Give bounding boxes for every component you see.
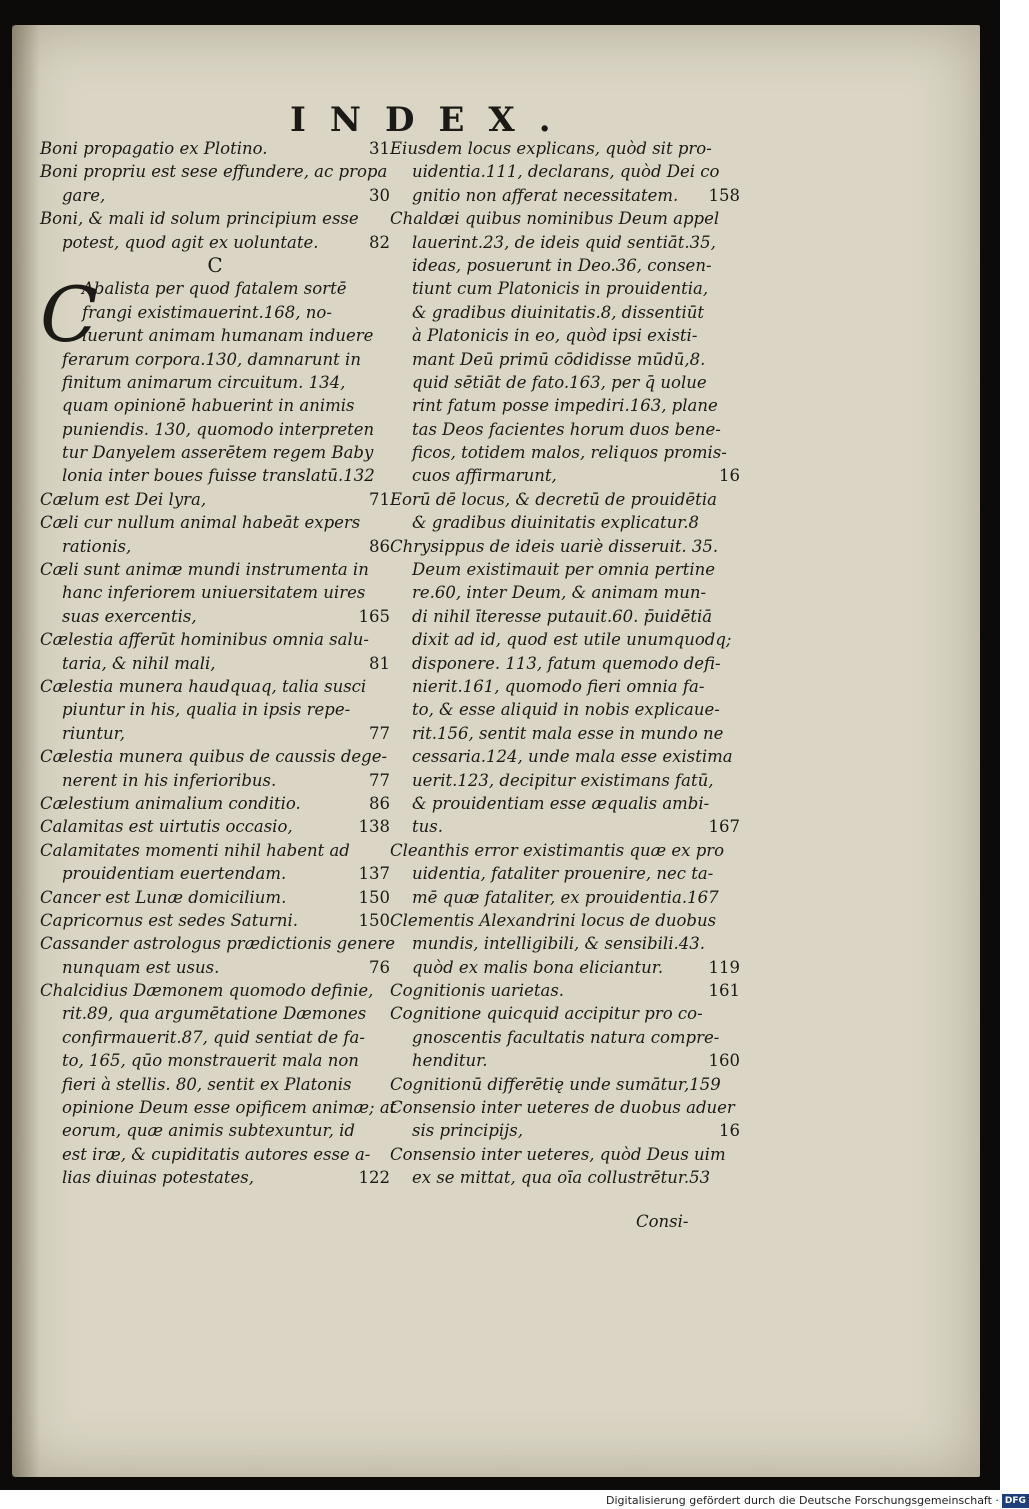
footer-credit-text: Digitalisierung gefördert durch die Deutsche Forschungsgemeinschaft ·	[606, 1494, 999, 1507]
index-entry-text: gare,	[62, 185, 106, 205]
index-entry-text: luerunt animam humanam induere	[82, 326, 374, 346]
index-entry-text: gnitio non afferat necessitatem.	[412, 185, 679, 205]
index-entry-line	[40, 441, 390, 464]
index-column-left	[40, 137, 397, 1190]
index-entry-text: mant Deū primū cōdidisse mūdū,8.	[412, 349, 706, 369]
index-entry-text: C	[207, 252, 223, 277]
index-entry-line	[40, 1002, 390, 1025]
index-entry-text: & prouidentiam esse æqualis ambi-	[412, 793, 710, 813]
index-entry-line	[390, 441, 740, 464]
index-entry-line	[40, 769, 390, 792]
index-entry-text: Chaldæi quibus nominibus Deum appel	[390, 209, 720, 229]
digitization-footer	[606, 1492, 1026, 1509]
index-entry-line	[390, 815, 740, 838]
index-entry-line	[390, 254, 740, 277]
page-reference-number: 30	[369, 185, 390, 205]
index-entry-line	[40, 301, 390, 324]
index-entry-text: ficos, totidem malos, reliquos promis-	[412, 443, 727, 463]
index-entry-line	[390, 698, 740, 721]
index-entry-line	[40, 1143, 390, 1166]
page-reference-number: 158	[708, 185, 740, 205]
index-entry-line	[40, 745, 390, 768]
index-entry-text: to, 165, qūo monstrauerit mala non	[62, 1051, 359, 1071]
index-entry-line	[390, 207, 740, 230]
index-entry-line	[40, 1049, 390, 1072]
index-entry-text: & gradibus diuinitatis explicatur.8	[412, 513, 700, 533]
index-entry-line	[390, 745, 740, 768]
index-entry-line	[390, 1143, 740, 1166]
index-entry-text: Cæli cur nullum animal habeāt expers	[40, 513, 361, 533]
index-entry-line	[390, 418, 740, 441]
index-entry-line	[40, 909, 390, 932]
index-entry-line	[40, 1119, 390, 1142]
index-entry-text: uidentia.111, declarans, quòd Dei co	[412, 162, 720, 182]
index-entry-line	[40, 160, 390, 183]
index-entry-text: Eorū dē locus, & decretū de prouidētia	[390, 489, 717, 509]
index-entry-text: lias diuinas potestates,	[62, 1168, 254, 1188]
index-entry-text: hanc inferiorem uniuersitatem uires	[62, 583, 366, 603]
index-entry-text: rationis,	[62, 536, 132, 556]
index-entry-line	[390, 628, 740, 651]
index-entry-line	[390, 231, 740, 254]
index-entry-text: tiunt cum Platonicis in prouidentia,	[412, 279, 709, 299]
page-reference-number: 165	[358, 606, 390, 626]
index-column-right	[390, 137, 740, 1190]
index-entry-line	[40, 371, 390, 394]
index-entry-line	[390, 277, 740, 300]
index-entry-line	[390, 675, 740, 698]
page-reference-number: 81	[369, 653, 390, 673]
index-entry-line	[390, 932, 740, 955]
index-entry-line	[40, 324, 390, 347]
index-entry-line	[40, 1166, 390, 1189]
index-entry-line	[390, 886, 740, 909]
page-gutter-shadow	[12, 25, 40, 1477]
index-entry-text: gnoscentis facultatis natura compre-	[412, 1027, 720, 1047]
index-entry-line	[390, 184, 740, 207]
index-entry-line	[390, 488, 740, 511]
index-entry-text: re.60, inter Deum, & animam mun-	[412, 583, 707, 603]
index-entry-text: lauerint.23, de ideis quid sentiāt.35,	[412, 232, 716, 252]
index-entry-text: Cognitione quicquid accipitur pro co-	[390, 1004, 703, 1024]
index-entry-text: opinione Deum esse opificem animæ; at	[62, 1098, 397, 1118]
index-entry-line	[40, 535, 390, 558]
index-entry-text: dixit ad id, quod est utile unumquodq;	[412, 630, 732, 650]
index-entry-text: Abalista per quod fatalem sortē	[82, 279, 347, 299]
index-entry-text: Eiusdem locus explicans, quòd sit pro-	[390, 139, 712, 158]
page-reference-number: 150	[358, 887, 390, 907]
index-entry-text: Consensio inter ueteres de duobus aduer	[390, 1098, 735, 1118]
index-entry-line	[40, 932, 396, 955]
drop-cap-letter: C	[40, 270, 99, 360]
index-entry-line	[390, 301, 740, 324]
index-entry-line	[40, 581, 390, 604]
index-entry-line	[40, 956, 390, 979]
index-entry-text: Deum existimauit per omnia pertine	[412, 560, 716, 580]
index-entry-text: quid sētiāt de fato.163, per q̄ uolue	[412, 372, 707, 392]
index-entry-text: fieri à stellis. 80, sentit ex Platonis	[62, 1074, 352, 1094]
index-entry-text: disponere. 113, fatum quemodo defi-	[412, 653, 721, 673]
index-entry-line	[40, 652, 390, 675]
index-entry-text: quam opinionē habuerint in animis	[62, 396, 355, 416]
index-entry-line	[40, 184, 390, 207]
index-entry-text: ex se mittat, qua oīa collustrētur.53	[412, 1168, 711, 1188]
index-entry-text: Capricornus est sedes Saturni.	[40, 910, 299, 930]
page-reference-number: 167	[708, 817, 740, 837]
page-reference-number: 82	[369, 232, 390, 252]
index-entry-text: nierit.161, quomodo fieri omnia fa-	[412, 676, 705, 696]
page-reference-number: 150	[358, 910, 390, 930]
index-entry-line	[390, 979, 740, 1002]
index-entry-line	[40, 394, 390, 417]
index-entry-text: mē quæ fataliter, ex prouidentia.167	[412, 887, 719, 907]
index-entry-text: est iræ, & cupiditatis autores esse a-	[62, 1144, 371, 1164]
index-entry-text: finitum animarum circuitum. 134,	[62, 372, 346, 392]
page-reference-number: 77	[369, 770, 390, 790]
index-entry-text: rit.89, qua argumētatione Dæmones	[62, 1004, 367, 1024]
index-entry-text: frangi existimauerint.168, no-	[82, 302, 332, 322]
page-reference-number: 119	[708, 957, 740, 977]
index-entry-text: à Platonicis in eo, quòd ipsi existi-	[412, 326, 698, 346]
index-entry-line	[390, 1119, 740, 1142]
index-entry-line	[40, 231, 390, 254]
page-reference-number: 160	[708, 1051, 740, 1071]
index-entry-line	[40, 839, 390, 862]
page-reference-number: 161	[708, 981, 740, 1001]
index-entry-text: Cancer est Lunæ domicilium.	[40, 887, 287, 907]
page-reference-number: 122	[358, 1168, 390, 1188]
index-entry-line	[40, 348, 390, 371]
index-entry-text: Chrysippus de ideis uariè disseruit. 35.	[390, 536, 719, 556]
page-reference-number: 137	[358, 864, 390, 884]
index-entry-text: lonia inter boues fuisse translatū.132	[62, 466, 375, 486]
index-entry-text: ferarum corpora.130, damnarunt in	[62, 349, 361, 369]
index-entry-line	[390, 652, 740, 675]
index-entry-line	[390, 1096, 740, 1119]
page-reference-number: 86	[369, 536, 390, 556]
index-entry-line	[40, 815, 390, 838]
index-entry-text: uidentia, fataliter prouenire, nec ta-	[412, 864, 714, 884]
page-reference-number: 138	[358, 817, 390, 837]
index-entry-line	[390, 1002, 740, 1025]
index-entry-text: Cognitionis uarietas.	[390, 981, 565, 1001]
index-entry-line	[390, 605, 740, 628]
page-reference-number: 16	[719, 466, 740, 486]
index-entry-text: Boni, & mali id solum principium esse	[40, 209, 359, 229]
index-entry-text: nerent in his inferioribus.	[62, 770, 277, 790]
index-entry-text: di nihil īteresse putauit.60. p̄uidētiā	[412, 606, 713, 626]
index-entry-text: Boni propriu est sese effundere, ac propa	[40, 162, 388, 182]
page-reference-number: 86	[369, 793, 390, 813]
index-entry-text: cuos affirmarunt,	[412, 466, 557, 486]
index-entry-text: to, & esse aliquid in nobis explicaue-	[412, 700, 720, 720]
index-entry-line	[390, 511, 740, 534]
index-entry-text: tur Danyelem asserētem regem Baby	[62, 443, 374, 463]
index-entry-line	[390, 862, 740, 885]
index-entry-line	[390, 394, 740, 417]
index-entry-line	[390, 956, 740, 979]
index-entry-text: tas Deos facientes horum duos bene-	[412, 419, 721, 439]
index-entry-line	[40, 1096, 397, 1119]
index-entry-line	[390, 324, 740, 347]
page-reference-number: 71	[369, 489, 390, 509]
index-entry-line	[40, 488, 390, 511]
index-entry-line	[40, 979, 390, 1002]
index-entry-text: Clementis Alexandrini locus de duobus	[390, 910, 717, 930]
index-entry-line	[40, 1026, 390, 1049]
index-entry-text: Boni propagatio ex Plotino.	[40, 139, 268, 158]
index-entry-text: rit.156, sentit mala esse in mundo ne	[412, 723, 724, 743]
index-entry-line	[40, 1073, 390, 1096]
index-entry-text: Consensio inter ueteres, quòd Deus uim	[390, 1144, 726, 1164]
index-entry-line	[40, 698, 390, 721]
index-entry-line	[40, 792, 390, 815]
index-entry-text: Cælum est Dei lyra,	[40, 489, 207, 509]
index-entry-text: nunquam est usus.	[62, 957, 220, 977]
index-entry-text: suas exercentis,	[62, 606, 197, 626]
index-entry-line	[40, 207, 390, 230]
index-entry-line	[390, 558, 740, 581]
index-entry-line	[390, 1026, 740, 1049]
index-entry-line	[390, 909, 740, 932]
index-entry-text: eorum, quæ animis subtexuntur, id	[62, 1121, 355, 1141]
index-entry-line	[40, 137, 390, 160]
index-entry-text: Calamitas est uirtutis occasio,	[40, 817, 293, 837]
index-entry-text: Cleanthis error existimantis quæ ex pro	[390, 840, 725, 860]
index-entry-line	[390, 839, 740, 862]
index-entry-text: confirmauerit.87, quid sentiat de fa-	[62, 1027, 365, 1047]
page-reference-number: 77	[369, 723, 390, 743]
page-reference-number: 31	[369, 139, 390, 158]
index-entry-line	[390, 137, 740, 160]
page-reference-number: 16	[719, 1121, 740, 1141]
index-entry-line	[40, 675, 390, 698]
index-entry-text: cessaria.124, unde mala esse existima	[412, 747, 733, 767]
index-entry-line	[390, 792, 740, 815]
index-entry-line	[390, 1166, 740, 1189]
index-entry-text: Chalcidius Dæmonem quomodo definie,	[40, 981, 374, 1001]
index-entry-line	[390, 722, 740, 745]
index-entry-line	[390, 581, 740, 604]
index-entry-text: rint fatum posse impediri.163, plane	[412, 396, 718, 416]
index-entry-line	[390, 1073, 740, 1096]
index-entry-line	[40, 418, 390, 441]
index-entry-text: Calamitates momenti nihil habent ad	[40, 840, 350, 860]
index-entry-text: Cælestia afferūt hominibus omnia salu-	[40, 630, 369, 650]
index-entry-text: ideas, posuerunt in Deo.36, consen-	[412, 255, 712, 275]
index-entry-text: piuntur in his, qualia in ipsis repe-	[62, 700, 351, 720]
index-entry-text: uerit.123, decipitur existimans fatū,	[412, 770, 714, 790]
index-entry-text: riuntur,	[62, 723, 125, 743]
index-entry-text: prouidentiam euertendam.	[62, 864, 287, 884]
index-entry-line	[40, 862, 390, 885]
index-entry-text: potest, quod agit ex uoluntate.	[62, 232, 319, 252]
index-entry-text: Cæli sunt animæ mundi instrumenta in	[40, 560, 369, 580]
index-entry-line	[40, 605, 390, 628]
index-entry-line	[390, 464, 740, 487]
index-entry-text: tus.	[412, 817, 443, 837]
index-entry-line	[40, 628, 390, 651]
index-entry-line	[40, 722, 390, 745]
index-entry-text: mundis, intelligibili, & sensibili.43.	[412, 934, 705, 954]
index-entry-line	[390, 371, 740, 394]
index-entry-line	[390, 535, 740, 558]
index-entry-line	[40, 511, 390, 534]
index-entry-line	[390, 348, 740, 371]
index-entry-text: taria, & nihil mali,	[62, 653, 216, 673]
index-entry-text: & gradibus diuinitatis.8, dissentiūt	[412, 302, 705, 322]
index-entry-text: Cælestium animalium conditio.	[40, 793, 301, 813]
index-entry-line	[390, 769, 740, 792]
running-head: INDEX.	[290, 100, 575, 140]
index-entry-line	[390, 1049, 740, 1072]
dfg-logo: DFG	[1002, 1494, 1029, 1508]
index-entry-text: sis principijs,	[412, 1121, 523, 1141]
catchword: Consi-	[636, 1212, 689, 1231]
page-reference-number: 76	[369, 957, 390, 977]
index-entry-line	[390, 160, 740, 183]
index-entry-text: puniendis. 130, quomodo interpreten	[62, 419, 375, 439]
index-entry-text: Cælestia munera quibus de caussis dege-	[40, 747, 388, 767]
index-entry-text: Cognitionū differētię unde sumātur,159	[390, 1074, 721, 1094]
index-entry-line	[40, 558, 390, 581]
index-entry-text: Cassander astrologus prædictionis genere	[40, 934, 396, 954]
index-entry-text: quòd ex malis bona eliciantur.	[412, 957, 664, 977]
index-entry-line	[40, 464, 390, 487]
index-entry-text: Cælestia munera haudquaq, talia susci	[40, 676, 367, 696]
index-entry-text: henditur.	[412, 1051, 488, 1071]
index-entry-line	[40, 886, 390, 909]
